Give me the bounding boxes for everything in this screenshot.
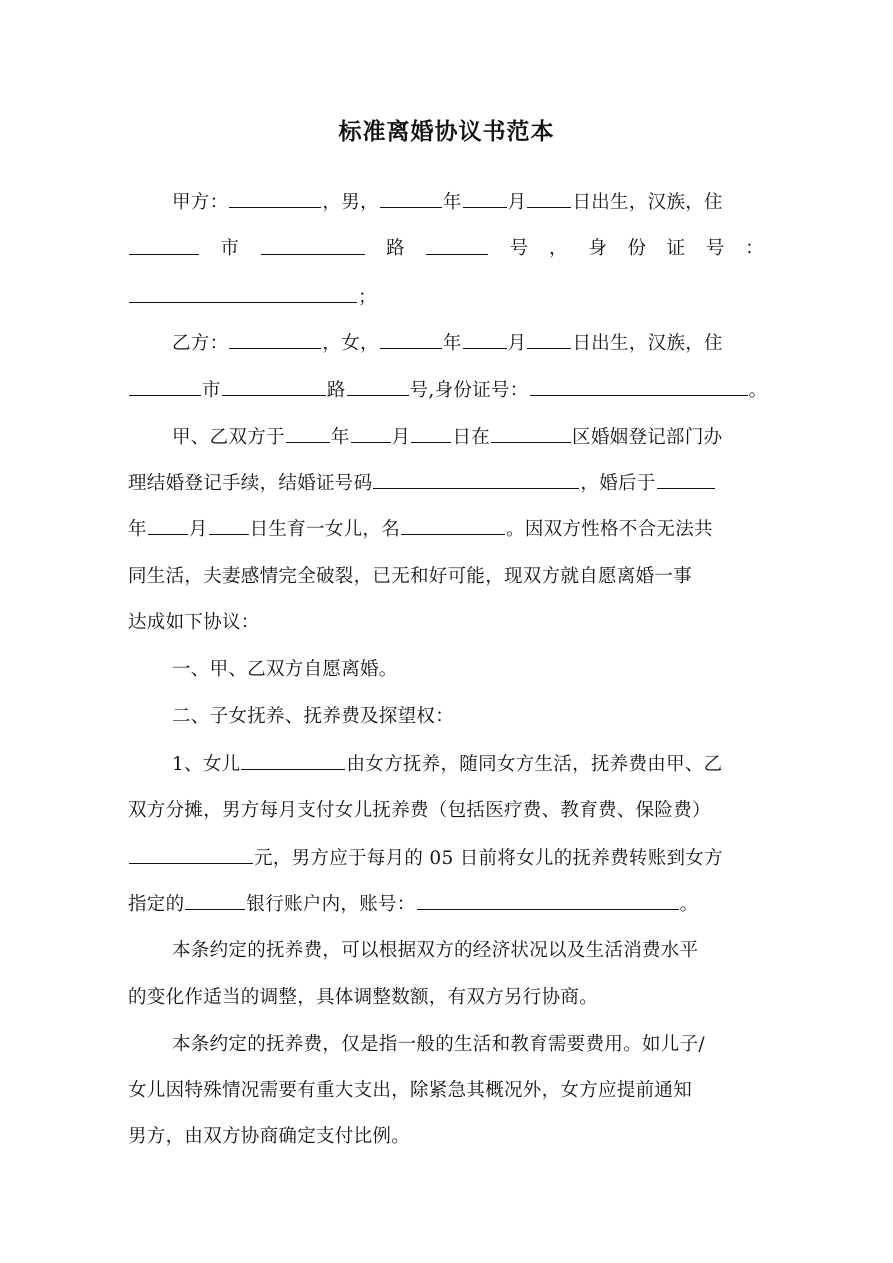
clause-1: 一、甲、乙双方自愿离婚。: [172, 659, 398, 680]
year-label: 年: [330, 427, 350, 448]
item-text: 元，男方应于每月的 05 日前将女儿的抚养费转账到女方: [254, 848, 723, 869]
general-line-3: 男方，由双方协商确定支付比例。: [128, 1126, 411, 1147]
party-a-year-blank[interactable]: [380, 189, 442, 208]
certificate-number-blank[interactable]: [373, 470, 579, 489]
party-a-line-2: [128, 236, 768, 262]
intro-line-2: [128, 470, 768, 497]
item1-line-3: [128, 845, 768, 872]
city-label: 市: [220, 238, 240, 259]
road-label: 路: [386, 238, 405, 259]
year-label: 年: [442, 333, 462, 354]
road-label: 路: [326, 380, 346, 401]
intro-line-3: [128, 516, 768, 543]
intro-text: 。因双方性格不合无法共: [506, 519, 713, 540]
party-a-number-blank[interactable]: [426, 236, 488, 255]
item-text: 由女方抚养，随同女方生活，抚养费由甲、乙: [346, 754, 723, 775]
party-b-label: 乙方：: [172, 333, 229, 354]
child-year-blank[interactable]: [657, 470, 715, 489]
month-label: 月: [507, 192, 527, 213]
intro-line-5: 达成如下协议：: [128, 612, 260, 633]
party-b-road-blank[interactable]: [222, 377, 326, 396]
item-text: 银行账户内，账号：: [246, 894, 416, 915]
party-b-day-blank[interactable]: [527, 330, 571, 349]
period: 。: [679, 894, 699, 915]
adjust-line-1: 本条约定的抚养费，可以根据双方的经济状况以及生活消费水平: [172, 940, 699, 961]
intro-line-1: [172, 424, 768, 451]
period: 。: [748, 380, 768, 401]
party-a-line-1: [172, 189, 768, 216]
month-label: 月: [507, 333, 527, 354]
district-blank[interactable]: [491, 424, 571, 443]
item-text: 1、女儿: [172, 754, 241, 775]
item1-line-1: [172, 751, 768, 778]
general-line-2: 女儿因特殊情况需要有重大支出，除紧急其概况外，女方应提前通知: [128, 1080, 693, 1101]
id-char-2: 份: [627, 238, 647, 259]
party-b-id-blank[interactable]: [530, 377, 748, 396]
comma: ，: [548, 238, 568, 259]
support-amount-blank[interactable]: [129, 845, 253, 864]
child-month-blank[interactable]: [148, 516, 188, 535]
item-text: 指定的: [128, 894, 185, 915]
year-label: 年: [442, 192, 462, 213]
party-a-label: 甲方：: [172, 192, 229, 213]
party-a-road-blank[interactable]: [261, 236, 365, 255]
party-b-gender: ，女，: [322, 333, 379, 354]
party-a-day-blank[interactable]: [527, 189, 571, 208]
intro-text: ，婚后于: [580, 473, 656, 494]
marriage-month-blank[interactable]: [351, 424, 391, 443]
intro-text: 理结婚登记手续，结婚证号码: [128, 473, 373, 494]
id-char-4: 号: [705, 238, 725, 259]
party-b-name-blank[interactable]: [229, 330, 321, 349]
city-label: 市: [202, 380, 221, 401]
item1-line-4: [128, 891, 768, 918]
general-line-1: 本条约定的抚养费，仅是指一般的生活和教育需要费用。如儿子/: [172, 1034, 705, 1055]
party-a-month-blank[interactable]: [463, 189, 507, 208]
party-b-line-2: [128, 377, 768, 404]
party-b-month-blank[interactable]: [463, 330, 507, 349]
party-b-year-blank[interactable]: [380, 330, 442, 349]
document-title: 标准离婚协议书范本: [338, 118, 555, 145]
clause-2: 二、子女抚养、抚养费及探望权：: [172, 706, 455, 727]
party-b-number-blank[interactable]: [347, 377, 409, 396]
intro-text: 甲、乙双方于: [172, 427, 285, 448]
party-b-id-label: 号,身份证号：: [409, 380, 529, 401]
party-b-line-1: [172, 330, 768, 357]
party-a-line-3: [128, 284, 768, 311]
daughter-name-blank[interactable]: [241, 751, 345, 770]
day-label: 日在: [452, 427, 491, 448]
intro-text: 日生育一女儿，名: [249, 519, 401, 540]
id-char-3: 证: [666, 238, 686, 259]
account-number-blank[interactable]: [417, 891, 679, 910]
month-label: 月: [188, 519, 208, 540]
party-a-birth-text: 日出生，汉族，住: [572, 192, 723, 213]
marriage-year-blank[interactable]: [286, 424, 330, 443]
semicolon: ；: [358, 287, 377, 308]
party-b-birth-text: 日出生，汉族，住: [572, 333, 723, 354]
month-label: 月: [391, 427, 411, 448]
item1-line-2: 双方分摊，男方每月支付女儿抚养费（包括医疗费、教育费、保险费）: [128, 800, 711, 821]
party-b-city-blank[interactable]: [129, 377, 201, 396]
child-name-blank[interactable]: [401, 516, 505, 535]
party-a-gender: ，男，: [322, 192, 379, 213]
id-char-1: 身: [588, 238, 608, 259]
party-a-name-blank[interactable]: [229, 189, 321, 208]
year-label: 年: [128, 519, 147, 540]
intro-line-4: 同生活，夫妻感情完全破裂，已无和好可能，现双方就自愿离婚一事: [128, 566, 693, 587]
marriage-day-blank[interactable]: [411, 424, 451, 443]
party-a-city-blank[interactable]: [129, 236, 199, 255]
adjust-line-2: 的变化作适当的调整，具体调整数额，有双方另行协商。: [128, 987, 599, 1008]
number-label: 号: [509, 238, 529, 259]
bank-name-blank[interactable]: [185, 891, 245, 910]
intro-text: 区婚姻登记部门办: [572, 427, 723, 448]
child-day-blank[interactable]: [209, 516, 249, 535]
id-char-5: ：: [745, 238, 764, 259]
party-a-id-blank[interactable]: [129, 284, 357, 303]
